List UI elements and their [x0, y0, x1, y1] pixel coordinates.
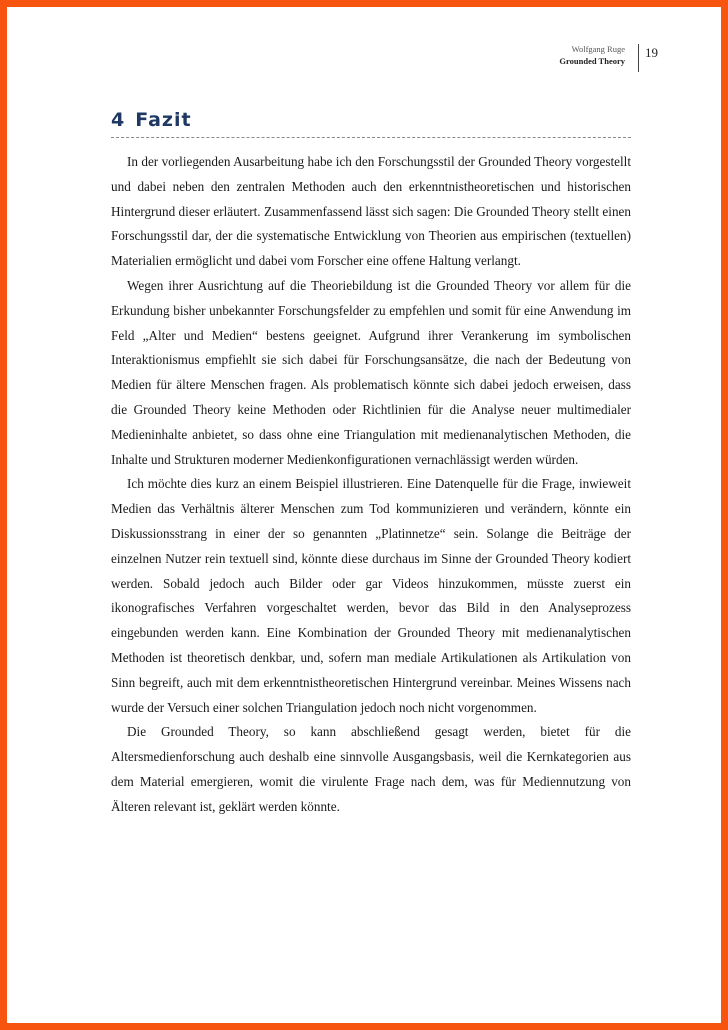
body-text	[111, 150, 631, 820]
paragraph: Ich möchte dies kurz an einem Beispiel illustrieren. Eine Datenquelle für die Frage, inwieweit Medien das Verhältnis älterer Menschen zum Tod kommunizieren und verändern, könnte ein Diskussionsstrang in einer der so genannten „Platinnetze“ sein. Solange die Beiträge der einzelnen Nutzer rein textuell sind, könnte diese durchaus im Sinne der Grounded Theory kodiert werden. Sobald jedoch auch Bilder oder gar Videos hinzukommen, müsste zuerst ein ikonografisches Verfahren vorgeschaltet werden, bevor das Bild in den Analyseprozess eingebunden werden kann. Eine Kombination der Grounded Theory mit medienanalytischen Methoden ist theoretisch denkbar, und, sofern man mediale Artikulationen als Artikulation von Sinn begreift, auch mit dem erkenntnistheoretischen Hintergrund vereinbar. Meines Wissens nach wurde der Versuch einer solchen Triangulation jedoch noch nicht vorgenommen.	[111, 476, 631, 715]
chapter-title: Fazit	[135, 109, 192, 131]
paragraph: Die Grounded Theory, so kann abschließend gesagt werden, bietet für die Altersmedienforschung auch deshalb eine sinnvolle Ausgangsbasis, weil die Kernkategorien aus dem Material emergieren, womit die virulente Frage nach dem, was für Mediennutzung von Älteren relevant ist, geklärt werden könnte.	[111, 724, 631, 814]
paragraph: In der vorliegenden Ausarbeitung habe ich den Forschungsstil der Grounded Theory vorgestellt und dabei neben den zentralen Methoden auch den erkenntnistheoretischen und historischen Hintergrund dieser erläutert. Zusammenfassend lässt sich sagen: Die Grounded Theory stellt einen Forschungsstil dar, der die systematische Entwicklung von Theorien aus empirischen (textuellen) Materialien ermöglicht und dabei vom Forscher eine offene Haltung verlangt.	[111, 154, 631, 269]
chapter-number: 4	[111, 109, 126, 131]
chapter-heading	[111, 109, 192, 131]
paragraph: Wegen ihrer Ausrichtung auf die Theoriebildung ist die Grounded Theory vor allem für die Erkundung bisher unbekannter Forschungsfelder zu empfehlen und somit für eine Anwendung im Feld „Alter und Medien“ bestens geeignet. Aufgrund ihrer Verankerung im symbolischen Interaktionismus empfiehlt sie sich dabei für Forschungsansätze, die nach der Bedeutung von Medien für ältere Menschen fragen. Als problematisch könnte sich dabei jedoch erweisen, dass die Grounded Theory keine Methoden oder Richtlinien für die Analyse neuer multimedialer Medieninhalte anbietet, so dass ohne eine Triangulation mit medienanalytischen Methoden, die Inhalte und Strukturen moderner Medienkonfigurationen vernachlässigt werden würden.	[111, 277, 631, 467]
header-author: Wolfgang Ruge	[571, 44, 625, 54]
running-header	[559, 43, 625, 67]
heading-divider	[111, 137, 631, 138]
header-divider	[638, 44, 639, 72]
header-title: Grounded Theory	[559, 56, 625, 66]
page-number: 19	[645, 45, 658, 60]
